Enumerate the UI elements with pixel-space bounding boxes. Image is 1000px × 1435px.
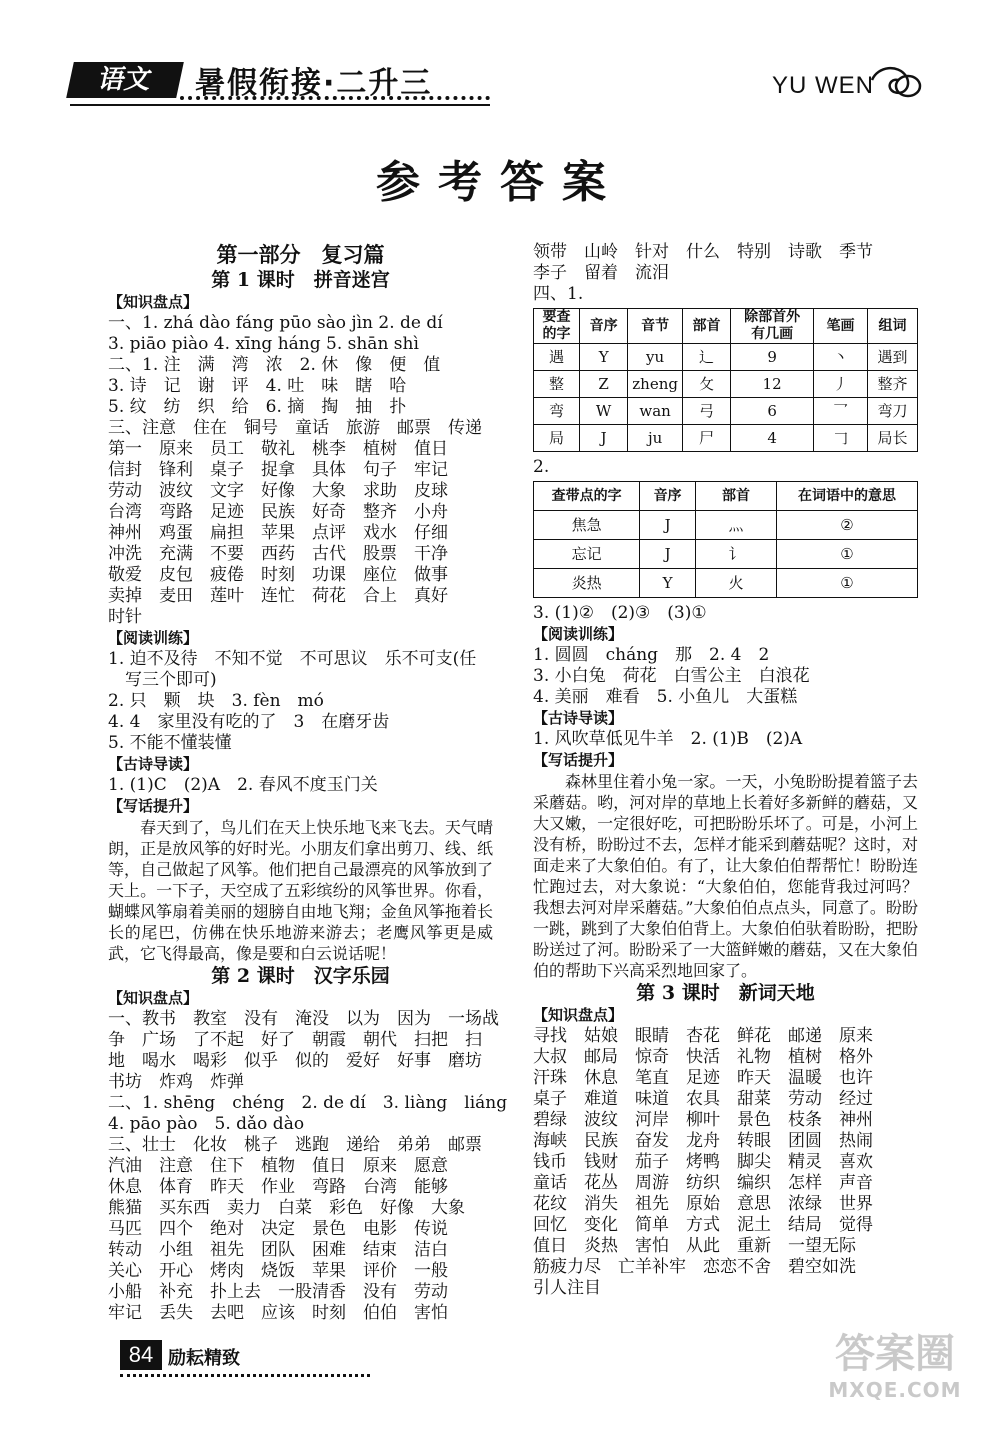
answer-line: 牢记 丢失 去吧 应该 时刻 伯伯 害怕	[108, 1303, 448, 1323]
knowledge-list	[108, 313, 493, 628]
table-header: 查带点的字	[534, 482, 640, 511]
table-header: 音序	[580, 309, 628, 344]
table-cell: ①	[776, 569, 917, 598]
answer-line: 碧绿 波纹 河岸 柳叶 景色 枝条 神州	[533, 1110, 873, 1130]
table-cell: 忘记	[534, 540, 640, 569]
answer-line: 二、1. 注 满 湾 浓 2. 休 像 便 值	[108, 355, 441, 375]
table-row	[534, 425, 918, 452]
table-row	[534, 569, 918, 598]
table-cell: 弓	[683, 398, 731, 425]
table-cell: J	[640, 540, 696, 569]
section-heading: 【知识盘点】	[108, 293, 199, 311]
answer-line: 1. 圆圆 cháng 那 2. 4 2	[533, 645, 770, 665]
lesson-title: 第 1 课时 拼音迷宫	[211, 269, 390, 291]
table-cell: 6	[731, 398, 814, 425]
table-cell: 遇	[534, 344, 580, 371]
table-cell: 丿	[814, 371, 868, 398]
table-cell: 尸	[683, 425, 731, 452]
table-cell: 辶	[683, 344, 731, 371]
table-row	[534, 344, 918, 371]
answer-line: 童话 花丛 周游 纺织 编织 怎样 声音	[533, 1173, 873, 1193]
table-header: 组词	[867, 309, 917, 344]
answer-line: 4. 4 家里没有吃的了 3 在磨牙齿	[108, 712, 390, 732]
answer-line: 小船 补充 扑上去 一股清香 没有 劳动	[108, 1282, 448, 1302]
table-cell: 整	[534, 371, 580, 398]
answer-line: 休息 体育 昨天 作业 弯路 台湾 能够	[108, 1177, 448, 1197]
table-cell: 乛	[814, 398, 868, 425]
answer-line: 1. (1)C (2)A 2. 春风不度玉门关	[108, 775, 378, 795]
table-row	[534, 371, 918, 398]
answer-line: 1. 迫不及待 不知不觉 不可思议 乐不可支(任	[108, 649, 477, 669]
table-cell: 弯刀	[867, 398, 917, 425]
answer-line: 书坊 炸鸡 炸弹	[108, 1072, 244, 1092]
question-label: 四、1.	[533, 284, 584, 304]
answer-line: 第一 原来 员工 敬礼 桃李 植树 值日	[108, 439, 448, 459]
answer-line: 钱币 钱财 茄子 烤鸭 脚尖 精灵 喜欢	[533, 1152, 873, 1172]
answer-line: 信封 锋利 桌子 捉拿 具体 句子 牢记	[108, 460, 448, 480]
section-heading: 【古诗导读】	[108, 755, 199, 773]
table-header: 部首	[695, 482, 776, 511]
table-header-row	[534, 482, 918, 511]
question-label: 2.	[533, 457, 550, 477]
answer-line: 劳动 波纹 文字 好像 大象 求助 皮球	[108, 481, 448, 501]
subject-pinyin: YU WEN	[772, 72, 874, 99]
dictionary-table	[533, 308, 918, 452]
watermark-url: MXQE.COM	[828, 1378, 962, 1402]
table-header: 音节	[628, 309, 683, 344]
answer-line: 大叔 邮局 惊奇 快活 礼物 植树 格外	[533, 1047, 873, 1067]
answer-line: 4. pāo pào 5. dǎo dào	[108, 1114, 305, 1134]
table-cell: wan	[628, 398, 683, 425]
series-banner: 暑假衔接·二升三	[195, 66, 433, 101]
table-cell: 遇到	[867, 344, 917, 371]
lesson-title: 第 3 课时 新词天地	[636, 982, 815, 1004]
answer-line: 海峡 民族 奋发 龙舟 转眼 团圆 热闹	[533, 1131, 873, 1151]
table-cell: 攵	[683, 371, 731, 398]
answer-line: 熊猫 买东西 卖力 白菜 彩色 好像 大象	[108, 1198, 465, 1218]
table-cell: 丶	[814, 344, 868, 371]
answer-line: 三、注意 住在 铜号 童话 旅游 邮票 传递	[108, 418, 482, 438]
section-heading: 【阅读训练】	[108, 629, 199, 647]
answer-line: 5. 纹 纺 织 给 6. 摘 掏 抽 扑	[108, 397, 407, 417]
table-cell: ju	[628, 425, 683, 452]
table-cell: ①	[776, 540, 917, 569]
table-cell: 12	[731, 371, 814, 398]
table-header: 音序	[640, 482, 696, 511]
answer-line: 领带 山岭 针对 什么 特别 诗歌 季节	[533, 242, 873, 262]
table-cell: zheng	[628, 371, 683, 398]
answer-line: 一、1. zhá dào fáng pūo sào jìn 2. de dí	[108, 313, 443, 333]
table-cell: yu	[628, 344, 683, 371]
table-cell: 9	[731, 344, 814, 371]
page-number: 84	[120, 1340, 162, 1370]
answer-line: 3. 诗 记 谢 评 4. 吐 味 瞎 哈	[108, 376, 407, 396]
table-cell: 𠃌	[814, 425, 868, 452]
lesson-title: 第 2 课时 汉字乐园	[211, 965, 390, 987]
table-cell: J	[640, 511, 696, 540]
page-title: 参考答案	[376, 157, 624, 208]
watermark-logo: 答案圈	[835, 1331, 955, 1377]
table-header: 除部首外 有几画	[731, 309, 814, 344]
answer-line: 3. (1)② (2)③ (3)①	[533, 603, 707, 623]
table-cell: 火	[695, 569, 776, 598]
table-row	[534, 511, 918, 540]
answer-line: 汗珠 休息 笔直 足迹 昨天 温暖 也许	[533, 1068, 873, 1088]
section-heading: 【知识盘点】	[108, 989, 199, 1007]
footer-dotted-line	[120, 1374, 370, 1377]
answer-line: 1. 风吹草低见牛羊 2. (1)B (2)A	[533, 729, 803, 749]
section-heading: 【古诗导读】	[533, 709, 624, 727]
answer-line: 回忆 变化 简单 方式 泥土 结局 觉得	[533, 1215, 873, 1235]
answer-line: 2. 只 颗 块 3. fèn mó	[108, 691, 324, 711]
table-header: 要查 的字	[534, 309, 580, 344]
answer-line: 5. 不能不懂装懂	[108, 733, 232, 753]
part-title: 第一部分 复习篇	[216, 242, 385, 267]
table-header: 在词语中的意思	[776, 482, 917, 511]
table-cell: 讠	[695, 540, 776, 569]
table-cell: 局	[534, 425, 580, 452]
answer-line: 汽油 注意 住下 植物 值日 原来 愿意	[108, 1156, 448, 1176]
answer-line: 时针	[108, 607, 142, 627]
section-heading: 【写话提升】	[108, 797, 199, 815]
watermark	[810, 1330, 980, 1410]
table-cell: 4	[731, 425, 814, 452]
subject-badge: 语文	[66, 62, 184, 98]
table-cell: 灬	[695, 511, 776, 540]
answer-line: 一、教书 教室 没有 淹没 以为 因为 一场战	[108, 1009, 499, 1029]
page-header	[0, 0, 1000, 120]
answer-line: 三、壮士 化妆 桃子 逃跑 递给 弟弟 邮票	[108, 1135, 482, 1155]
table-row	[534, 540, 918, 569]
answer-line: 李子 留着 流泪	[533, 263, 669, 283]
left-column	[108, 242, 508, 1324]
table-cell: 局长	[867, 425, 917, 452]
answer-line: 台湾 弯路 足迹 民族 好奇 整齐 小舟	[108, 502, 448, 522]
answer-line: 值日 炎热 害怕 从此 重新 一望无际	[533, 1236, 856, 1256]
table-cell: Z	[580, 371, 628, 398]
answer-line: 转动 小组 祖先 团队 困难 结束 洁白	[108, 1240, 448, 1260]
header-dotted-line	[180, 96, 490, 108]
answer-line: 写三个即可)	[108, 670, 217, 690]
table-cell: J	[580, 425, 628, 452]
writing-sample: 森林里住着小兔一家。一天，小兔盼盼提着篮子去采蘑菇。哟，河对岸的草地上长着好多新鲜的蘑菇，又大又嫩，一定很好吃，可把盼盼乐坏了。可是，小河上没有桥，盼盼过不去，怎样才能采到蘑菇呢？这时，对面走来了大象伯伯。有了，让大象伯伯帮帮忙！盼盼连忙跑过去，对大象说：“大象伯伯，您能背我过河吗？我想去河对岸采蘑菇。”大象伯伯点点头，同意了。盼盼一跳，跳到了大象伯伯背上。大象伯伯驮着盼盼，把盼盼送过了河。盼盼采了一大篮鲜嫩的蘑菇，又在大象伯伯的帮助下兴高采烈地回家了。	[533, 772, 918, 980]
table-header: 笔画	[814, 309, 868, 344]
answer-line: 地 喝水 喝彩 似乎 似的 爱好 好事 磨坊	[108, 1051, 482, 1071]
section-heading: 【写话提升】	[533, 751, 624, 769]
table-cell: ②	[776, 511, 917, 540]
answer-line: 卖掉 麦田 莲叶 连忙 荷花 合上 真好	[108, 586, 448, 606]
answer-line: 寻找 姑娘 眼睛 杏花 鲜花 邮递 原来	[533, 1026, 873, 1046]
answer-line: 筋疲力尽 亡羊补牢 恋恋不舍 碧空如洗	[533, 1257, 856, 1277]
header-rule	[70, 104, 490, 106]
answer-line: 花纹 消失 祖先 原始 意思 浓绿 世界	[533, 1194, 873, 1214]
table-cell: 弯	[534, 398, 580, 425]
answer-line: 二、1. shēng chéng 2. de dí 3. liàng liáng	[108, 1093, 508, 1113]
table-cell: 整齐	[867, 371, 917, 398]
answer-line: 争 广场 了不起 好了 朝霞 朝代 扫把 扫	[108, 1030, 482, 1050]
table-cell: Y	[640, 569, 696, 598]
table-row	[534, 398, 918, 425]
page-footer	[100, 1340, 280, 1380]
answer-line: 关心 开心 烤肉 烧饭 苹果 评价 一般	[108, 1261, 448, 1281]
answer-line: 4. 美丽 难看 5. 小鱼儿 大蛋糕	[533, 687, 798, 707]
table-cell: Y	[580, 344, 628, 371]
writing-sample: 春天到了，鸟儿们在天上快乐地飞来飞去。天气晴朗，正是放风筝的好时光。小朋友们拿出剪刀、线、纸等，自己做起了风筝。他们把自己最漂亮的风筝放到了天上。一下子，天空成了五彩缤纷的风筝世界。你看，蝴蝶风筝扇着美丽的翅膀自由地飞翔；金鱼风筝拖着长长的尾巴，仿佛在快乐地游来游去；老鹰风筝更是威武，它飞得最高，像是要和白云说话呢！	[108, 818, 493, 963]
right-column	[533, 242, 918, 1299]
answer-line: 3. piāo piào 4. xīng háng 5. shān shì	[108, 334, 419, 354]
answer-line: 引人注目	[533, 1278, 601, 1298]
answer-line: 冲洗 充满 不要 西药 古代 股票 干净	[108, 544, 448, 564]
swirl-logo-icon	[868, 62, 924, 102]
table-cell: 炎热	[534, 569, 640, 598]
answer-line: 3. 小白兔 荷花 白雪公主 白浪花	[533, 666, 810, 686]
table-cell: W	[580, 398, 628, 425]
series-name: 励耘精致	[168, 1348, 240, 1369]
table-cell: 焦急	[534, 511, 640, 540]
answer-line: 神州 鸡蛋 扁担 苹果 点评 戏水 仔细	[108, 523, 448, 543]
answer-line: 马匹 四个 绝对 决定 景色 电影 传说	[108, 1219, 448, 1239]
table-header-row	[534, 309, 918, 344]
section-heading: 【阅读训练】	[533, 625, 624, 643]
table-header: 部首	[683, 309, 731, 344]
section-heading: 【知识盘点】	[533, 1006, 624, 1024]
character-meaning-table	[533, 481, 918, 598]
answer-line: 桌子 难道 味道 农具 甜菜 劳动 经过	[533, 1089, 873, 1109]
answer-line: 敬爱 皮包 疲倦 时刻 功课 座位 做事	[108, 565, 448, 585]
